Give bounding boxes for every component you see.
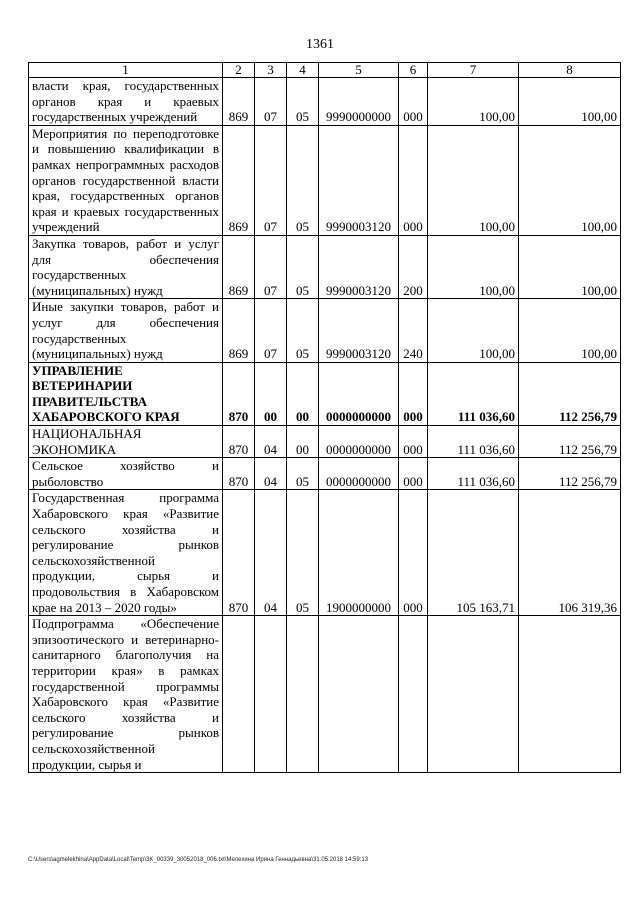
row-value-cell [319,616,399,773]
row-value-cell: 00 [287,426,319,458]
table-row [29,125,621,235]
row-value-cell: 07 [255,78,287,126]
table-row [29,458,621,490]
row-value-cell: 9990003120 [319,125,399,235]
table-row [29,299,621,362]
row-name-cell: НАЦИОНАЛЬНАЯ ЭКОНОМИКА [29,426,223,458]
row-value-cell: 000 [399,362,428,425]
row-value-cell: 112 256,79 [519,426,621,458]
row-value-cell [428,616,519,773]
table-row [29,426,621,458]
row-value-cell: 105 163,71 [428,490,519,616]
row-value-cell: 9990000000 [319,78,399,126]
budget-table [28,62,621,773]
row-value-cell [255,616,287,773]
file-path-footer: C:\Users\agmelekhina\AppData\Local\Temp\3K_00339_30052018_006.txt\Мелехина Ирина Геннадьевна\31.05.2018 14:59:13 [28,857,369,863]
row-value-cell: 870 [223,490,255,616]
row-value-cell: 05 [287,125,319,235]
row-value-cell: 112 256,79 [519,362,621,425]
row-value-cell: 870 [223,362,255,425]
table-row [29,616,621,773]
row-value-cell: 05 [287,235,319,298]
row-value-cell: 00 [255,362,287,425]
row-value-cell: 100,00 [428,78,519,126]
row-value-cell: 100,00 [519,235,621,298]
row-value-cell: 05 [287,299,319,362]
row-name-cell: Сельское хозяйство и рыболовство [29,458,223,490]
row-value-cell: 07 [255,235,287,298]
table-row [29,362,621,425]
header-cell: 5 [319,63,399,78]
row-value-cell: 0000000000 [319,426,399,458]
table-row [29,78,621,126]
table-row [29,235,621,298]
row-value-cell: 9990003120 [319,299,399,362]
row-value-cell: 000 [399,490,428,616]
header-cell: 1 [29,63,223,78]
row-name-cell: Закупка товаров, работ и услуг для обеспечения государственных (муниципальных) нужд [29,235,223,298]
row-value-cell [519,616,621,773]
row-value-cell: 0000000000 [319,362,399,425]
row-value-cell: 000 [399,78,428,126]
row-value-cell: 0000000000 [319,458,399,490]
row-value-cell: 07 [255,299,287,362]
row-name-cell: Мероприятия по переподготовке и повышению квалификации в рамках непрограммных расходов органов государственной власти края, государственных органов края и краевых государственных учреждений [29,125,223,235]
header-row [29,63,621,78]
row-value-cell: 000 [399,426,428,458]
row-value-cell: 00 [287,362,319,425]
row-value-cell: 240 [399,299,428,362]
row-name-cell: УПРАВЛЕНИЕ ВЕТЕРИНАРИИ ПРАВИТЕЛЬСТВА ХАБАРОВСКОГО КРАЯ [29,362,223,425]
header-cell: 8 [519,63,621,78]
row-value-cell: 100,00 [519,125,621,235]
row-value-cell: 000 [399,125,428,235]
row-value-cell: 05 [287,458,319,490]
row-value-cell: 100,00 [519,299,621,362]
row-value-cell [223,616,255,773]
header-cell: 7 [428,63,519,78]
row-value-cell: 200 [399,235,428,298]
row-value-cell: 04 [255,490,287,616]
row-value-cell: 111 036,60 [428,362,519,425]
row-value-cell: 1900000000 [319,490,399,616]
row-value-cell: 100,00 [519,78,621,126]
row-value-cell: 04 [255,458,287,490]
row-value-cell: 05 [287,78,319,126]
row-value-cell: 100,00 [428,299,519,362]
row-value-cell: 869 [223,125,255,235]
row-value-cell [399,616,428,773]
row-value-cell: 100,00 [428,125,519,235]
page-number: 1361 [306,37,334,52]
row-value-cell: 870 [223,426,255,458]
row-value-cell: 869 [223,299,255,362]
header-cell: 3 [255,63,287,78]
row-value-cell: 106 319,36 [519,490,621,616]
row-name-cell: власти края, государственных органов края и краевых государственных учреждений [29,78,223,126]
row-value-cell: 07 [255,125,287,235]
row-value-cell: 100,00 [428,235,519,298]
header-cell: 2 [223,63,255,78]
row-value-cell: 111 036,60 [428,426,519,458]
row-name-cell: Государственная программа Хабаровского края «Развитие сельского хозяйства и регулирование рынков сельскохозяйственной продукции, сырья и продовольствия в Хабаровском крае на 2013 – 2020 годы» [29,490,223,616]
row-name-cell: Подпрограмма «Обеспечение эпизоотического и ветеринарно-санитарного благополучия на территории края» в рамках государственной программы Хабаровского края «Развитие сельского хозяйства и регулирование рынков сельскохозяйственной продукции, сырья и [29,616,223,773]
row-value-cell: 9990003120 [319,235,399,298]
row-value-cell: 870 [223,458,255,490]
row-value-cell: 112 256,79 [519,458,621,490]
row-value-cell [287,616,319,773]
header-cell: 6 [399,63,428,78]
row-value-cell: 111 036,60 [428,458,519,490]
row-value-cell: 000 [399,458,428,490]
row-value-cell: 869 [223,235,255,298]
row-name-cell: Иные закупки товаров, работ и услуг для обеспечения государственных (муниципальных) нужд [29,299,223,362]
row-value-cell: 869 [223,78,255,126]
table-row [29,490,621,616]
header-cell: 4 [287,63,319,78]
row-value-cell: 04 [255,426,287,458]
row-value-cell: 05 [287,490,319,616]
